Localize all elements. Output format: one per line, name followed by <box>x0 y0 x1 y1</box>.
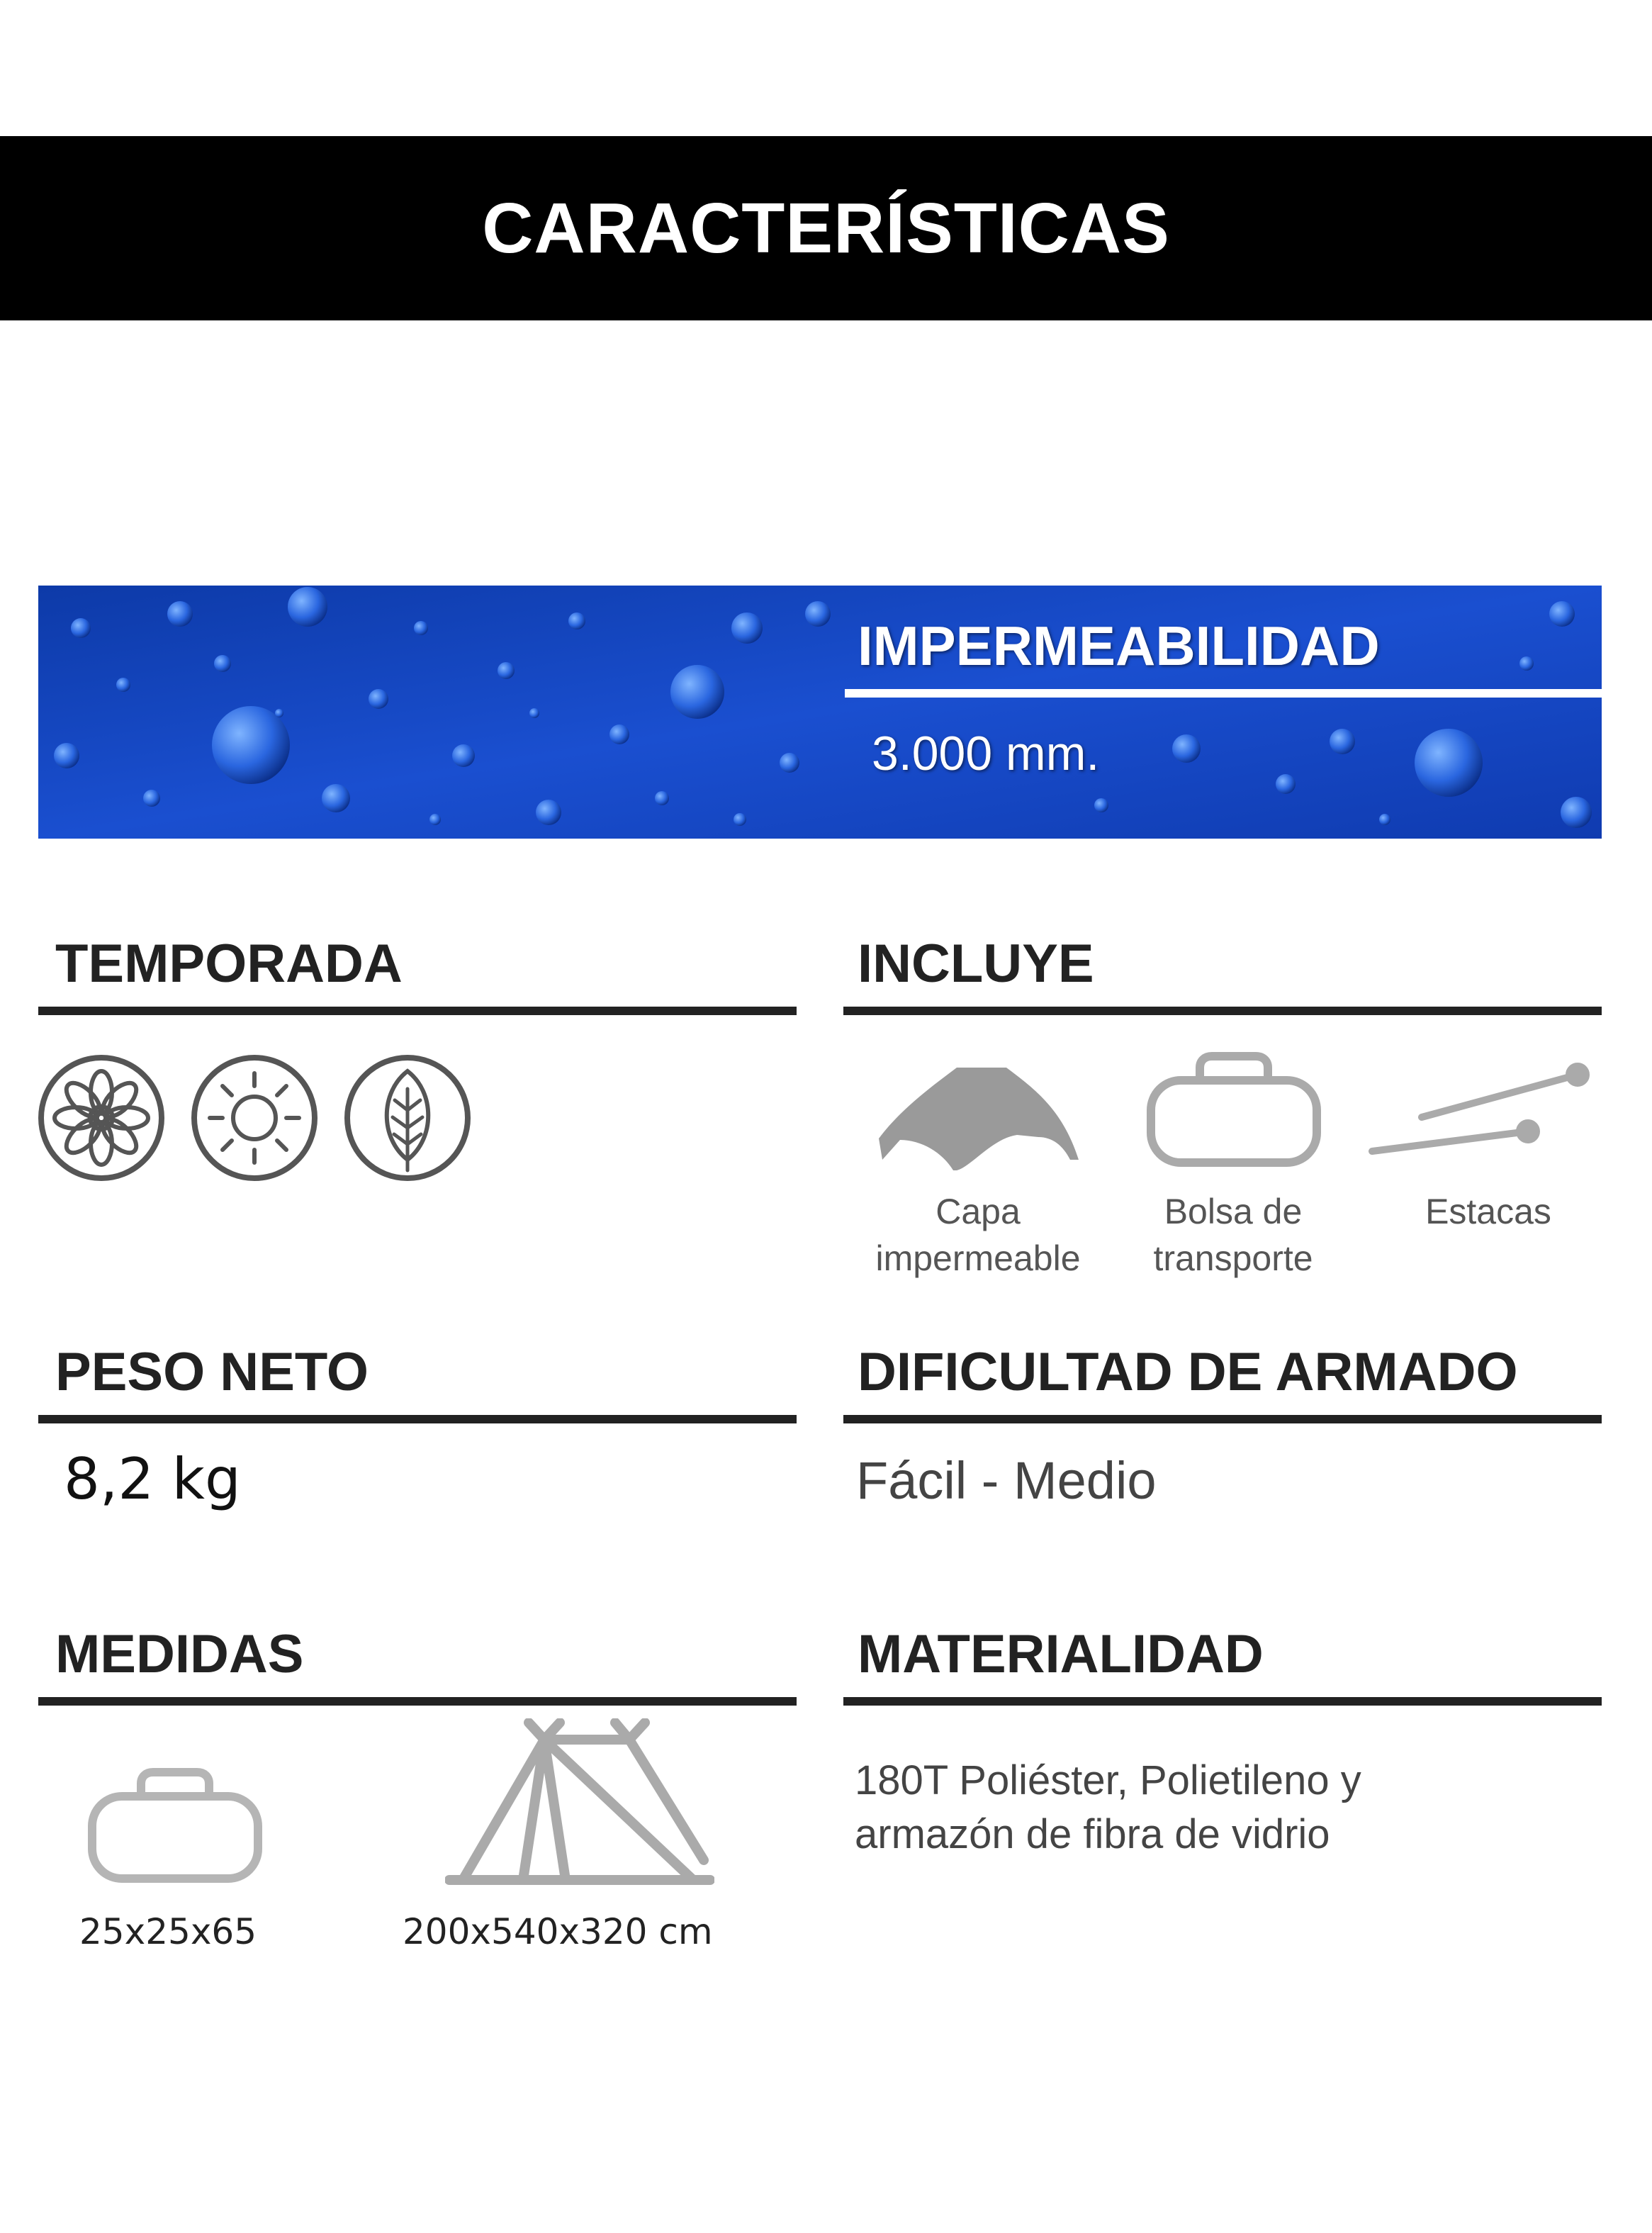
peso-value: 8,2 kg <box>64 1446 241 1512</box>
temporada-rule <box>38 1007 797 1015</box>
caption-line: Bolsa de <box>1164 1192 1303 1231</box>
caption-line: transporte <box>1153 1238 1313 1278</box>
medidas-title: MEDIDAS <box>55 1624 304 1684</box>
materialidad-title: MATERIALIDAD <box>858 1624 1264 1684</box>
peso-title: PESO NETO <box>55 1342 369 1402</box>
sun-icon <box>190 1053 319 1182</box>
canopy-icon <box>872 1060 1084 1174</box>
incluye-title: INCLUYE <box>858 934 1094 994</box>
caption-line: Capa <box>935 1192 1021 1231</box>
dificultad-title: DIFICULTAD DE ARMADO <box>858 1342 1518 1402</box>
incluye-item-bolsa <box>1106 1188 1361 1282</box>
caption-line: Estacas <box>1425 1192 1551 1231</box>
banner-divider <box>845 689 1602 698</box>
waterproof-banner <box>38 586 1602 839</box>
page-title: CARACTERÍSTICAS <box>482 189 1170 268</box>
materialidad-rule <box>843 1697 1602 1706</box>
tent-icon <box>445 1718 714 1886</box>
medidas-bag-label: 25x25x65 <box>79 1911 257 1952</box>
medidas-tent-label: 200x540x320 cm <box>403 1911 713 1952</box>
bag-icon <box>1147 1052 1321 1167</box>
banner-title: IMPERMEABILIDAD <box>858 615 1380 677</box>
header-bar <box>0 136 1652 320</box>
incluye-item-capa <box>850 1188 1106 1282</box>
incluye-item-estacas <box>1361 1188 1616 1235</box>
temporada-title: TEMPORADA <box>55 934 403 994</box>
peso-rule <box>38 1415 797 1423</box>
banner-value: 3.000 mm. <box>872 727 1100 780</box>
flower-icon <box>37 1053 166 1182</box>
dificultad-rule <box>843 1415 1602 1423</box>
caption-line: impermeable <box>875 1238 1081 1278</box>
materialidad-line: 180T Poliéster, Polietileno y <box>855 1757 1361 1803</box>
materialidad-line: armazón de fibra de vidrio <box>855 1811 1330 1857</box>
bag-icon <box>88 1768 262 1883</box>
stakes-icon <box>1365 1060 1592 1160</box>
incluye-rule <box>843 1007 1602 1015</box>
dificultad-value: Fácil - Medio <box>856 1451 1157 1510</box>
leaf-icon <box>343 1053 472 1182</box>
materialidad-text <box>855 1754 1361 1862</box>
medidas-rule <box>38 1697 797 1706</box>
